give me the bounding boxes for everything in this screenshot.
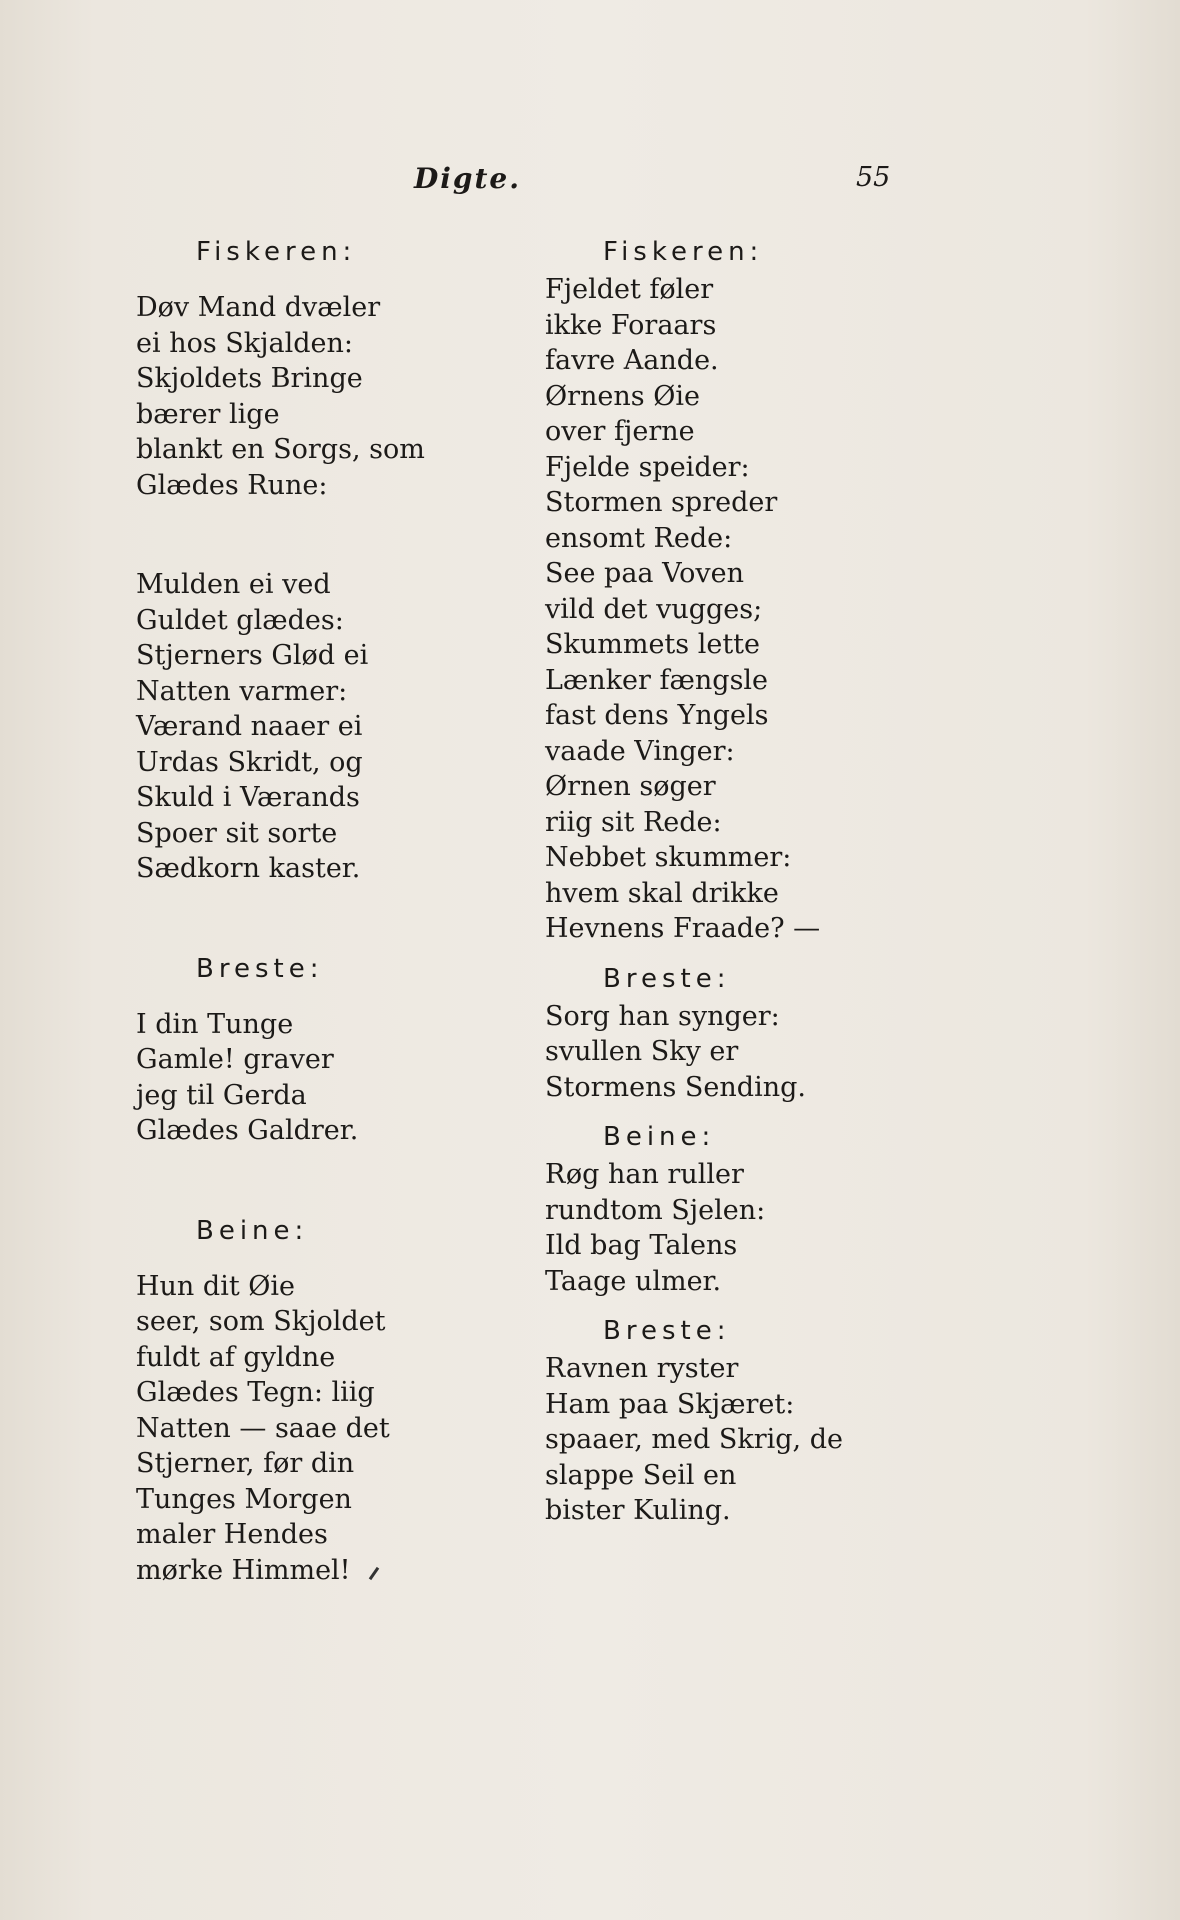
verse-line: Glædes Galdrer. [136,1115,359,1146]
verse-line: Skjoldets Bringe [136,363,363,394]
stanza-gap [136,503,556,567]
stanza [545,1157,885,1299]
verse-line: Døv Mand dvæler [136,292,381,323]
verse-line: Fjelde speider: [545,451,750,483]
speaker-label: Beine: [196,1215,309,1246]
section-gap [545,1105,885,1117]
verse-line: Ørnen søger [545,771,716,802]
section-gap [545,947,885,959]
right-column [545,232,885,1529]
running-head [0,162,1180,202]
stanza [545,999,885,1106]
stanza [136,1269,556,1589]
verse-line: Skuld i Værands [136,782,360,813]
verse-line: Glædes Tegn: liig [136,1377,375,1408]
verse-line: favre Aande. [545,345,719,376]
verse-line: Ham paa Skjæret: [545,1388,795,1420]
verse-line: Stormens Sending. [545,1071,806,1103]
verse-line: over fjerne [545,416,695,447]
verse-line: Gamle! graver [136,1044,334,1075]
verse-line: Urdas Skridt, og [136,746,363,778]
verse-line: Stjerners Glød ei [136,640,369,671]
verse-line: Sædkorn kaster. [136,853,361,884]
verse-line: Ild bag Talens [545,1230,738,1261]
verse-line: Guldet glædes: [136,604,344,636]
verse-line: mørke Himmel! [136,1554,351,1586]
section-gap [545,1299,885,1311]
verse-line: Sorg han synger: [545,1000,780,1032]
verse-line: bister Kuling. [545,1495,731,1526]
speaker-label: Breste: [196,953,324,984]
stanza [545,1351,885,1529]
verse-line: Skummets lette [545,629,761,660]
stanza [545,272,885,947]
stanza [136,1007,556,1149]
verse-line: See paa Voven [545,558,744,589]
verse-line: seer, som Skjoldet [136,1306,386,1337]
verse-line: Ravnen ryster [545,1353,739,1384]
verse-line: Værand naaer ei [136,711,363,742]
speaker-label: Breste: [603,963,731,994]
stanza [136,290,556,503]
verse-line: rundtom Sjelen: [545,1194,766,1226]
verse-line: Taage ulmer. [545,1265,722,1297]
section-gap [136,887,556,949]
verse-line: Mulden ei ved [136,569,331,600]
verse-line: riig sit Rede: [545,806,722,838]
verse-line: jeg til Gerda [136,1079,307,1111]
verse-line: vaade Vinger: [545,735,735,767]
verse-line: Lænker fængsle [545,664,769,696]
verse-line: vild det vugges; [545,593,763,625]
page-number: 55 [856,162,891,193]
section-gap [136,1149,556,1211]
verse-line: fuldt af gyldne [136,1341,336,1373]
speaker-label: Fiskeren: [196,237,357,267]
verse-line: Hun dit Øie [136,1270,296,1302]
verse-line: fast dens Yngels [545,700,769,731]
verse-line: Nebbet skummer: [545,842,792,873]
speaker-label: Beine: [603,1122,716,1152]
verse-line: bærer lige [136,398,280,430]
verse-line: maler Hendes [136,1519,328,1550]
verse-line: I din Tunge [136,1008,294,1040]
verse-line: Røg han ruller [545,1159,744,1190]
verse-line: slappe Seil en [545,1459,737,1491]
verse-line: spaaer, med Skrig, de [545,1424,843,1455]
verse-line: svullen Sky er [545,1036,739,1067]
verse-line: ensomt Rede: [545,522,733,554]
verse-line: ei hos Skjalden: [136,327,353,359]
verse-line: Hevnens Fraade? — [545,913,821,944]
speaker-label: Fiskeren: [603,237,764,267]
verse-line: Spoer sit sorte [136,817,338,849]
left-column [136,232,556,1588]
running-title: Digte. [414,162,521,195]
speaker-label: Breste: [603,1316,731,1346]
verse-line: ikke Foraars [545,309,717,341]
verse-line: blankt en Sorgs, som [136,434,425,465]
verse-line: Ørnens Øie [545,380,700,412]
verse-line: Natten varmer: [136,675,348,707]
verse-line: Fjeldet føler [545,274,714,305]
verse-line: Stjerner, før din [136,1448,355,1479]
verse-line: Tunges Morgen [136,1483,352,1515]
verse-line: Glædes Rune: [136,469,328,501]
stanza [136,567,556,887]
verse-line: Natten — saae det [136,1412,390,1444]
verse-line: Stormen spreder [545,487,778,518]
verse-line: hvem skal drikke [545,877,779,909]
